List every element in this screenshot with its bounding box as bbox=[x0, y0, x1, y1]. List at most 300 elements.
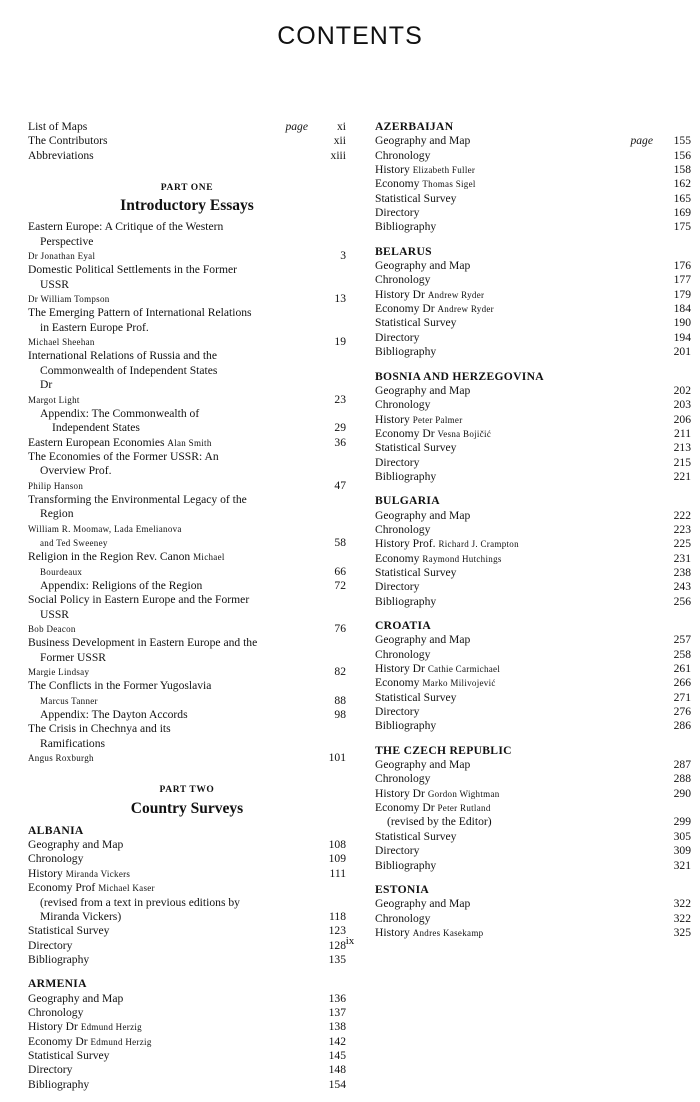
survey-entry bbox=[28, 1020, 346, 1034]
essay-title-line: USSR bbox=[40, 607, 70, 621]
survey-entry bbox=[375, 691, 691, 705]
survey-entry-title bbox=[375, 427, 663, 441]
survey-entry bbox=[375, 206, 691, 220]
survey-entry-title bbox=[375, 398, 663, 412]
essay-entry-title bbox=[28, 436, 318, 450]
survey-entry bbox=[375, 705, 691, 719]
survey-entry-label: Geography and Map bbox=[375, 508, 471, 522]
survey-entry-title bbox=[375, 830, 663, 844]
survey-entry-title bbox=[28, 1063, 318, 1077]
survey-entry-label: Directory bbox=[375, 705, 420, 719]
essay-title-line: Business Development in Eastern Europe and the bbox=[28, 636, 258, 650]
survey-entry bbox=[28, 1006, 346, 1020]
survey-entry-title bbox=[375, 691, 663, 705]
country-heading: THE CZECH REPUBLIC bbox=[375, 743, 512, 757]
front-entry bbox=[28, 134, 346, 148]
survey-entry bbox=[375, 758, 691, 772]
survey-entry-label: Statistical Survey bbox=[375, 565, 457, 579]
survey-entry-label: History bbox=[28, 866, 63, 880]
survey-entry-label: Directory bbox=[375, 844, 420, 858]
essay-entry bbox=[28, 636, 346, 679]
essay-entry bbox=[28, 593, 346, 636]
survey-entry bbox=[375, 719, 691, 733]
survey-entry-label: Geography and Map bbox=[375, 383, 471, 397]
survey-entry-page: 111 bbox=[329, 866, 346, 880]
survey-entry-author: Edmund Herzig bbox=[80, 1022, 142, 1033]
essay-entry-title bbox=[28, 349, 318, 406]
essay-entry-page: 76 bbox=[334, 622, 346, 635]
survey-entry bbox=[28, 867, 346, 881]
survey-entry-title bbox=[375, 537, 663, 551]
part-two-title: Country Surveys bbox=[130, 799, 244, 817]
survey-entry-page: 258 bbox=[673, 647, 691, 661]
survey-entry-title bbox=[28, 867, 318, 881]
survey-entry bbox=[375, 676, 691, 690]
survey-entry-label: Geography and Map bbox=[375, 897, 471, 911]
essay-entry-page: 98 bbox=[334, 708, 346, 722]
survey-entry-title bbox=[375, 456, 663, 470]
essay-entry-page: 88 bbox=[334, 693, 346, 707]
survey-entry-label: Statistical Survey bbox=[375, 191, 457, 205]
survey-entry bbox=[28, 1063, 346, 1077]
survey-entry-title bbox=[375, 163, 663, 177]
survey-entry bbox=[375, 331, 691, 345]
essay-entry bbox=[28, 306, 346, 349]
survey-entry-page: 136 bbox=[328, 991, 346, 1005]
survey-entry-title bbox=[375, 595, 663, 609]
survey-entry-page: 309 bbox=[673, 844, 691, 858]
essay-title-line: Overview Prof. bbox=[40, 464, 112, 478]
survey-entry bbox=[375, 316, 691, 330]
survey-entry bbox=[375, 595, 691, 609]
essay-entry bbox=[28, 722, 346, 765]
essay-title-line: Dr bbox=[40, 378, 53, 392]
essay-title-line: Independent States bbox=[52, 421, 140, 435]
survey-entry-label: Geography and Map bbox=[375, 134, 471, 148]
survey-entry-title bbox=[375, 149, 663, 163]
essay-entry bbox=[28, 708, 346, 722]
survey-entry bbox=[375, 192, 691, 206]
survey-entry-page: 135 bbox=[328, 952, 346, 966]
survey-entry-page: 194 bbox=[673, 330, 691, 344]
survey-entry-label: Bibliography bbox=[375, 345, 437, 359]
survey-entry bbox=[375, 633, 691, 647]
survey-entry bbox=[375, 787, 691, 801]
essay-author-line: and Ted Sweeney bbox=[40, 537, 108, 548]
survey-entry-label: Bibliography bbox=[375, 594, 437, 608]
country-section bbox=[28, 977, 346, 1092]
essay-author-line: Bourdeaux bbox=[40, 566, 83, 577]
page-word-label: page bbox=[630, 134, 653, 148]
survey-entry-title bbox=[28, 1020, 318, 1034]
survey-entry-author: Edmund Herzig bbox=[90, 1036, 152, 1047]
front-matter bbox=[28, 120, 346, 163]
survey-entry-label: Statistical Survey bbox=[375, 441, 457, 455]
essay-entry-page: 19 bbox=[334, 335, 346, 349]
survey-entry-page: 203 bbox=[673, 398, 691, 412]
essay-entry-page: 82 bbox=[334, 665, 346, 679]
survey-entry-page: 158 bbox=[673, 163, 691, 177]
country-section bbox=[375, 370, 691, 485]
survey-entry-label: Statistical Survey bbox=[375, 316, 457, 330]
essay-entry-page: 66 bbox=[334, 564, 346, 578]
essay-entry-page: 101 bbox=[328, 751, 346, 765]
survey-entry-label: History Dr bbox=[375, 662, 425, 676]
essay-title-line: The Emerging Pattern of International Relations bbox=[28, 306, 252, 320]
survey-entry-title bbox=[375, 509, 663, 523]
essay-entry bbox=[28, 550, 346, 579]
survey-entry-label: Economy Dr bbox=[28, 1034, 88, 1048]
survey-entry-label: Economy bbox=[375, 177, 420, 191]
survey-entry-title bbox=[375, 316, 663, 330]
survey-entry-title bbox=[375, 302, 663, 316]
survey-entry-label: Chronology bbox=[28, 1005, 84, 1019]
essay-entry bbox=[28, 220, 346, 263]
essay-entry-title bbox=[28, 493, 318, 550]
essay-title-line: Religion in the Region Rev. Canon bbox=[28, 550, 191, 564]
survey-entry-title bbox=[375, 273, 663, 287]
survey-entry-page: 162 bbox=[673, 177, 691, 191]
survey-entry-label: History Dr bbox=[375, 786, 425, 800]
survey-entry-page: 321 bbox=[673, 858, 691, 872]
survey-entry-page: 109 bbox=[328, 852, 346, 866]
survey-entry-label: Economy Dr bbox=[375, 302, 435, 316]
survey-entry-page: 223 bbox=[673, 522, 691, 536]
survey-entry-page: 165 bbox=[673, 191, 691, 205]
survey-entry-page: 215 bbox=[673, 455, 691, 469]
survey-entry-label: Chronology bbox=[375, 148, 431, 162]
survey-entry-page: 290 bbox=[673, 786, 691, 800]
survey-entry-page: 288 bbox=[673, 772, 691, 786]
survey-entry-label: Economy bbox=[375, 676, 420, 690]
survey-entry-author: Peter Rutland bbox=[437, 803, 491, 814]
essay-entry-title bbox=[28, 636, 318, 679]
survey-entry-page: 222 bbox=[673, 508, 691, 522]
survey-entry-page: 261 bbox=[673, 662, 691, 676]
survey-entry bbox=[375, 844, 691, 858]
survey-entry-page: 225 bbox=[673, 537, 691, 551]
survey-entry-page: 299 bbox=[673, 815, 691, 829]
survey-entry-page: 118 bbox=[329, 909, 346, 923]
survey-entry-label: Bibliography bbox=[375, 469, 437, 483]
survey-entry-author: Michael Kaser bbox=[98, 883, 155, 894]
survey-entry bbox=[375, 552, 691, 566]
essay-entry-title bbox=[28, 593, 318, 636]
essay-title-line: Region bbox=[40, 507, 74, 521]
country-heading: BELARUS bbox=[375, 244, 432, 258]
essay-title-line: Social Policy in Eastern Europe and the Former bbox=[28, 593, 250, 607]
survey-entry-page: 148 bbox=[328, 1063, 346, 1077]
survey-entry-title bbox=[375, 844, 663, 858]
survey-entry-label: Statistical Survey bbox=[375, 690, 457, 704]
survey-entry-label: Directory bbox=[375, 206, 420, 220]
survey-entry-page: 177 bbox=[673, 273, 691, 287]
survey-entry-title bbox=[375, 523, 663, 537]
essay-entry-page: 72 bbox=[334, 578, 346, 592]
survey-entry-label: History Dr bbox=[375, 287, 425, 301]
essay-title-line: Ramifications bbox=[40, 736, 106, 750]
country-heading: ARMENIA bbox=[28, 977, 87, 991]
survey-entry-page: 169 bbox=[673, 206, 691, 220]
survey-entry-page: 202 bbox=[673, 383, 691, 397]
survey-entry-label: History Dr bbox=[28, 1020, 78, 1034]
front-entry bbox=[28, 120, 346, 134]
survey-entry-title bbox=[375, 259, 663, 273]
survey-entry-note: (revised from a text in previous editions by bbox=[40, 895, 240, 909]
survey-entry-label: Chronology bbox=[375, 911, 431, 925]
survey-entry-title bbox=[375, 787, 663, 801]
survey-entry bbox=[375, 537, 691, 551]
front-entry-title: List of Maps bbox=[28, 120, 88, 133]
survey-entry-label: History Prof. bbox=[375, 537, 436, 551]
survey-entry-author: Andres Kasekamp bbox=[412, 927, 484, 938]
survey-entry-title bbox=[375, 801, 663, 830]
country-section bbox=[375, 619, 691, 734]
survey-entry bbox=[375, 662, 691, 676]
survey-entry-label: Geography and Map bbox=[28, 838, 124, 852]
survey-entry-title bbox=[375, 719, 663, 733]
essay-entry-title bbox=[28, 679, 318, 708]
essay-author: Michael bbox=[193, 552, 225, 563]
survey-entry-page: 179 bbox=[673, 287, 691, 301]
survey-entry-label: Geography and Map bbox=[375, 758, 471, 772]
survey-entry-label: Bibliography bbox=[375, 719, 437, 733]
essay-title-line: International Relations of Russia and the bbox=[28, 349, 217, 363]
essay-title-line: Appendix: The Commonwealth of bbox=[40, 406, 200, 420]
survey-entry-page: 305 bbox=[673, 829, 691, 843]
survey-entry-page: 128 bbox=[328, 938, 346, 952]
essay-author: Dr Jonathan Eyal bbox=[28, 251, 96, 262]
essay-entry-page: 3 bbox=[340, 249, 346, 263]
survey-entry-author: Richard J. Crampton bbox=[438, 539, 519, 550]
survey-entry-label: Chronology bbox=[375, 647, 431, 661]
survey-entry-label: Bibliography bbox=[375, 220, 437, 234]
survey-entry bbox=[375, 509, 691, 523]
survey-entry-author: Peter Palmer bbox=[412, 414, 463, 425]
survey-entry-page: 176 bbox=[673, 259, 691, 273]
essay-title-line: The Crisis in Chechnya and its bbox=[28, 722, 171, 736]
essay-entry-page: 58 bbox=[334, 535, 346, 549]
essay-entry-title bbox=[28, 708, 318, 722]
essay-entry bbox=[28, 349, 346, 406]
survey-entry bbox=[375, 302, 691, 316]
survey-entry bbox=[375, 648, 691, 662]
front-entry-page: xii bbox=[333, 134, 346, 148]
survey-entry-title bbox=[375, 206, 663, 220]
survey-entry bbox=[28, 992, 346, 1006]
front-entry-title: Abbreviations bbox=[28, 148, 94, 162]
survey-entry bbox=[375, 177, 691, 191]
country-heading: BULGARIA bbox=[375, 494, 440, 508]
essay-entry bbox=[28, 436, 346, 450]
country-heading: AZERBAIJAN bbox=[375, 120, 454, 133]
essay-entry bbox=[28, 407, 346, 436]
survey-entry-label: History bbox=[375, 925, 410, 939]
essay-title-line: Perspective bbox=[40, 234, 94, 248]
survey-entry-label: Directory bbox=[28, 938, 73, 952]
survey-entry-title bbox=[28, 1078, 318, 1092]
essay-title-line: Former USSR bbox=[40, 650, 107, 664]
survey-entry-label: Bibliography bbox=[28, 952, 90, 966]
survey-entry-page: 231 bbox=[673, 551, 691, 565]
essay-entry-title bbox=[28, 263, 318, 306]
survey-entry bbox=[375, 897, 691, 911]
contents-right-column bbox=[375, 120, 691, 950]
survey-entry bbox=[375, 134, 691, 148]
contents-left-column bbox=[28, 120, 346, 1102]
survey-entry-label: Chronology bbox=[375, 273, 431, 287]
survey-entry bbox=[375, 912, 691, 926]
essay-title-line: USSR bbox=[40, 277, 70, 291]
survey-entry-page: 155 bbox=[673, 134, 691, 148]
survey-entry-page: 175 bbox=[673, 220, 691, 234]
survey-entry bbox=[28, 881, 346, 924]
survey-entry-title bbox=[375, 897, 663, 911]
survey-entry bbox=[375, 801, 691, 830]
survey-entry bbox=[375, 413, 691, 427]
essay-entry-title bbox=[28, 407, 318, 436]
survey-entry-author: Gordon Wightman bbox=[427, 788, 500, 799]
essay-author: William R. Moomaw, Lada Emelianova bbox=[28, 523, 182, 534]
essay-author: Angus Roxburgh bbox=[28, 753, 94, 764]
survey-entry-title bbox=[375, 177, 663, 191]
essay-author: Philip Hanson bbox=[28, 480, 84, 491]
essay-entry-title bbox=[28, 306, 318, 349]
survey-entry-page: 322 bbox=[673, 897, 691, 911]
survey-entry-page: 206 bbox=[673, 412, 691, 426]
survey-entry-page: 190 bbox=[673, 316, 691, 330]
survey-entry-page: 256 bbox=[673, 594, 691, 608]
essay-entry-page: 13 bbox=[334, 292, 346, 306]
survey-entry-title bbox=[375, 648, 663, 662]
country-heading: ALBANIA bbox=[28, 823, 84, 837]
survey-entry bbox=[28, 1049, 346, 1063]
survey-entry-title bbox=[28, 1006, 318, 1020]
page-number: ix bbox=[345, 935, 355, 947]
survey-entry-page: 287 bbox=[673, 758, 691, 772]
essay-title-line: The Economies of the Former USSR: An bbox=[28, 449, 219, 463]
survey-entry-label: Directory bbox=[375, 580, 420, 594]
survey-entry bbox=[375, 398, 691, 412]
part-one-label: PART ONE bbox=[160, 183, 214, 194]
survey-entry-author: Vesna Bojičić bbox=[437, 428, 492, 439]
survey-entry-title bbox=[375, 384, 663, 398]
survey-entry-title bbox=[28, 838, 318, 852]
country-section bbox=[375, 744, 691, 873]
survey-entry bbox=[375, 580, 691, 594]
survey-entry-page: 257 bbox=[673, 633, 691, 647]
survey-entry-title bbox=[375, 772, 663, 786]
survey-entry-label: Statistical Survey bbox=[28, 924, 110, 938]
survey-entry-label: Geography and Map bbox=[375, 259, 471, 273]
essay-title-line: Appendix: Religions of the Region bbox=[40, 578, 203, 592]
survey-entry bbox=[375, 427, 691, 441]
survey-entry-page: 286 bbox=[673, 719, 691, 733]
essay-author: Bob Deacon bbox=[28, 624, 76, 634]
survey-entry-title bbox=[375, 288, 663, 302]
survey-entry-title bbox=[375, 662, 663, 676]
survey-entry bbox=[375, 163, 691, 177]
essay-author: Margie Lindsay bbox=[28, 667, 90, 678]
country-section bbox=[375, 494, 691, 609]
survey-entry-title bbox=[375, 220, 663, 234]
page-title: CONTENTS bbox=[277, 22, 423, 50]
survey-entry-page: 325 bbox=[673, 925, 691, 939]
survey-entry-page: 243 bbox=[673, 580, 691, 594]
survey-entry-author: Miranda Vickers bbox=[65, 868, 131, 879]
survey-entry-author: Andrew Ryder bbox=[437, 304, 494, 315]
survey-entry-title bbox=[28, 953, 318, 967]
essay-title-line: Eastern Europe: A Critique of the Western bbox=[28, 220, 224, 234]
part-one-title: Introductory Essays bbox=[120, 197, 254, 215]
survey-entry bbox=[28, 838, 346, 852]
essay-title-line: Commonwealth of Independent States bbox=[40, 363, 218, 377]
essay-entry-title bbox=[28, 450, 318, 493]
survey-entry-label: Economy Dr bbox=[375, 801, 435, 815]
essay-title-line: Domestic Political Settlements in the Former bbox=[28, 263, 237, 277]
survey-entry-label: Directory bbox=[28, 1063, 73, 1077]
survey-entry-title bbox=[375, 441, 663, 455]
front-entry-page: xiii bbox=[330, 148, 346, 162]
essay-title-line: Eastern European Economies bbox=[28, 435, 165, 449]
survey-entry-page: 271 bbox=[673, 690, 691, 704]
survey-entry-note: Miranda Vickers) bbox=[40, 909, 122, 923]
country-section bbox=[375, 120, 691, 235]
survey-entry bbox=[375, 345, 691, 359]
essay-author: Michael Sheehan bbox=[28, 337, 95, 348]
front-entry-page: xi bbox=[336, 120, 346, 133]
survey-entry-label: Geography and Map bbox=[375, 633, 471, 647]
page-word-label: page bbox=[285, 120, 308, 133]
essay-author-line: Marcus Tanner bbox=[40, 695, 98, 706]
survey-entry-page: 201 bbox=[673, 345, 691, 359]
essay-author: Alan Smith bbox=[167, 437, 212, 448]
survey-entry bbox=[375, 566, 691, 580]
survey-entry-author: Cathie Carmichael bbox=[427, 664, 501, 675]
survey-entry-title bbox=[375, 705, 663, 719]
survey-entry-title bbox=[375, 859, 663, 873]
survey-entry-note: (revised by the Editor) bbox=[387, 815, 492, 829]
survey-entry-page: 322 bbox=[673, 911, 691, 925]
survey-entry-label: Chronology bbox=[28, 852, 84, 866]
survey-entry bbox=[375, 456, 691, 470]
survey-entry-page: 238 bbox=[673, 565, 691, 579]
essay-entry bbox=[28, 450, 346, 493]
survey-entry-author: Marko Milivojević bbox=[422, 678, 496, 689]
essay-entry bbox=[28, 263, 346, 306]
essay-entry-page: 36 bbox=[334, 435, 346, 449]
essay-author: Dr William Tompson bbox=[28, 294, 110, 305]
survey-entry-page: 221 bbox=[673, 469, 691, 483]
essay-entry-title bbox=[28, 220, 318, 263]
survey-entry-label: Directory bbox=[375, 330, 420, 344]
survey-entry bbox=[375, 273, 691, 287]
survey-entry-page: 213 bbox=[673, 441, 691, 455]
survey-entry-page: 211 bbox=[674, 426, 691, 440]
survey-entry-title bbox=[375, 413, 663, 427]
survey-entry-title bbox=[375, 912, 663, 926]
essay-entry-page: 29 bbox=[334, 421, 346, 435]
survey-entry-label: Bibliography bbox=[28, 1077, 90, 1091]
survey-entry-title bbox=[375, 633, 663, 647]
survey-entry-author: Elizabeth Fuller bbox=[412, 165, 476, 176]
essay-entry-title bbox=[28, 550, 318, 579]
country-heading: BOSNIA AND HERZEGOVINA bbox=[375, 369, 544, 383]
survey-entry-title bbox=[28, 992, 318, 1006]
survey-entry bbox=[375, 470, 691, 484]
survey-entry-title bbox=[28, 1049, 318, 1063]
front-entry bbox=[28, 149, 346, 163]
